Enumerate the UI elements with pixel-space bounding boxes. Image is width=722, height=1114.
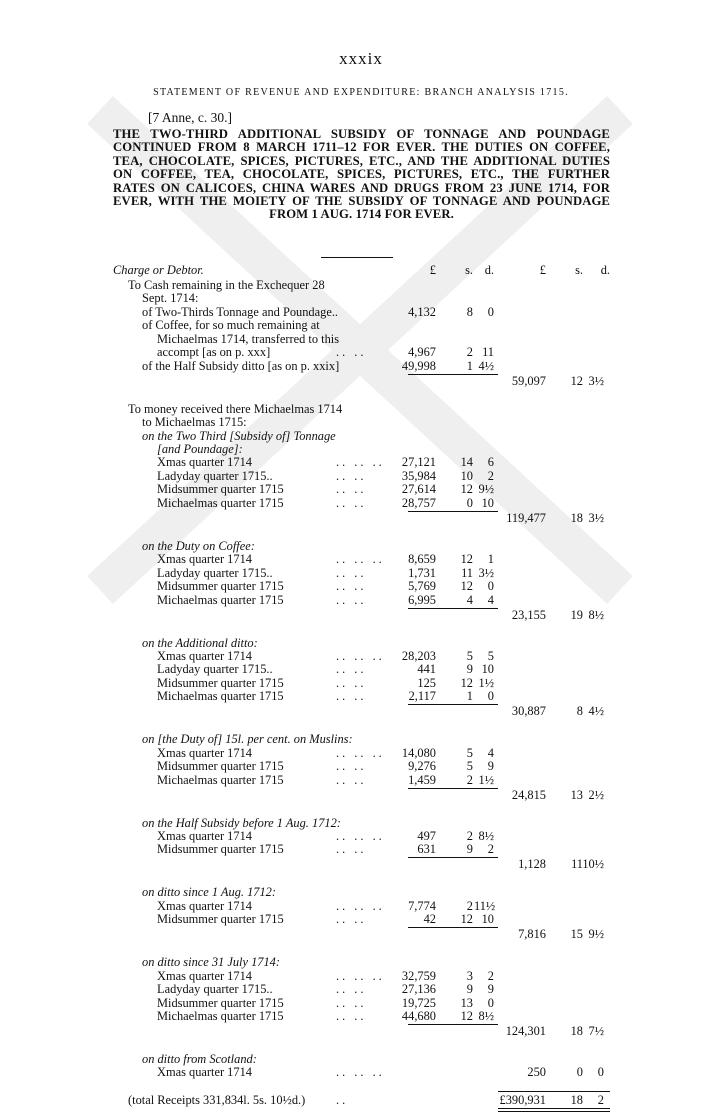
row-label: Xmas quarter 1714 [157, 1065, 252, 1079]
amount-shillings: 8 [466, 305, 473, 319]
total-shillings: 8 [576, 704, 583, 718]
amount-shillings: 12 [460, 676, 473, 690]
amount-pence: 0 [487, 579, 494, 593]
row-label: Ladyday quarter 1715.. [157, 566, 273, 580]
amount-pence: 4 [487, 593, 494, 607]
amount-pounds: 27,121 [401, 455, 436, 469]
amount-pounds: 28,203 [401, 649, 436, 663]
leader-dots: .. .. [336, 982, 367, 996]
amount-shillings: 1 [466, 689, 473, 703]
amount-pence: 9½ [478, 482, 494, 496]
amount-pence: 4½ [478, 359, 494, 373]
row-label: accompt [as on p. xxx] [157, 345, 271, 359]
row-label: Xmas quarter 1714 [157, 746, 252, 760]
amount-pounds: 1,459 [408, 773, 436, 787]
grand-total-rule-top [498, 1091, 610, 1092]
amount-shillings: 1 [466, 359, 473, 373]
amount-pounds: 631 [417, 842, 436, 856]
statute-reference: [7 Anne, c. 30.] [148, 110, 232, 125]
row-label: Ladyday quarter 1715.. [157, 662, 273, 676]
leader-dots: .. .. .. [336, 552, 385, 566]
col-head-pound-b: £ [539, 263, 546, 277]
leader-dots: .. .. [336, 773, 367, 787]
leader-dots: .. .. [336, 1009, 367, 1023]
amount-pounds: 14,080 [401, 746, 436, 760]
leader-dots: .. .. [336, 996, 367, 1010]
row-label: Ladyday quarter 1715.. [157, 469, 273, 483]
row-label: on ditto since 31 July 1714: [142, 955, 280, 969]
leader-dots: .. .. .. [336, 455, 385, 469]
total-pence: 3½ [588, 374, 604, 388]
col-head-shilling-a: s. [465, 263, 473, 277]
row-label: on the Duty on Coffee: [142, 539, 255, 553]
row-label: Xmas quarter 1714 [157, 455, 252, 469]
total-pounds: 1,128 [518, 857, 546, 871]
leader-dots: .. .. [336, 496, 367, 510]
row-label: on ditto from Scotland: [142, 1052, 257, 1066]
leader-dots: .. .. [336, 566, 367, 580]
leader-dots: .. .. .. [336, 746, 385, 760]
total-shillings: 18 [570, 511, 583, 525]
amount-pence: 2 [487, 842, 494, 856]
grand-total-rule-bottom-1 [498, 1108, 610, 1109]
amount-shillings: 12 [460, 552, 473, 566]
amount-shillings: 2 [466, 899, 473, 913]
amount-shillings: 2 [466, 829, 473, 843]
total-pence: 10½ [582, 857, 604, 871]
row-label: on [the Duty of] 15l. per cent. on Muslins: [142, 732, 353, 746]
total-shillings: 13 [570, 788, 583, 802]
row-label: Sept. 1714: [142, 291, 199, 305]
amount-shillings: 9 [466, 662, 473, 676]
row-label: Xmas quarter 1714 [157, 969, 252, 983]
total-pounds: 59,097 [511, 374, 546, 388]
row-label: To money received there Michaelmas 1714 [128, 402, 343, 416]
total-pence: 2½ [588, 788, 604, 802]
amount-pence: 3½ [478, 566, 494, 580]
amount-pounds: 44,680 [401, 1009, 436, 1023]
amount-pounds: 8,659 [408, 552, 436, 566]
leader-dots: .. .. .. [336, 899, 385, 913]
leader-dots: .. .. .. [336, 969, 385, 983]
total-pounds: 119,477 [506, 511, 546, 525]
amount-shillings: 12 [460, 579, 473, 593]
total-shillings: 12 [570, 374, 583, 388]
total-pounds: £390,931 [499, 1093, 546, 1107]
total-pounds: 250 [527, 1065, 546, 1079]
row-label: (total Receipts 331,834l. 5s. 10½d.) [128, 1093, 306, 1107]
total-shillings: 15 [570, 927, 583, 941]
row-label: Xmas quarter 1714 [157, 899, 252, 913]
row-label: Michaelmas quarter 1715 [157, 1009, 284, 1023]
leader-dots: .. .. [336, 482, 367, 496]
col-head-shilling-b: s. [575, 263, 583, 277]
amount-pence: 1½ [478, 773, 494, 787]
amount-pounds: 125 [417, 676, 436, 690]
total-pence: 8½ [588, 608, 604, 622]
total-shillings: 0 [576, 1065, 583, 1079]
amount-pounds: 4,967 [408, 345, 436, 359]
amount-pounds: 4,132 [408, 305, 436, 319]
amount-pence: 1½ [478, 676, 494, 690]
row-label: To Cash remaining in the Exchequer 28 [128, 278, 325, 292]
leader-dots: .. .. [336, 345, 367, 359]
amount-shillings: 10 [460, 469, 473, 483]
row-label: of Coffee, for so much remaining at [142, 318, 320, 332]
row-label: Ladyday quarter 1715.. [157, 982, 273, 996]
amount-shillings: 12 [460, 912, 473, 926]
row-label: on ditto since 1 Aug. 1712: [142, 885, 276, 899]
leader-dots: .. .. .. [336, 649, 385, 663]
amount-shillings: 14 [460, 455, 473, 469]
amount-shillings: 5 [466, 649, 473, 663]
row-label: Xmas quarter 1714 [157, 829, 252, 843]
row-label: to Michaelmas 1715: [142, 415, 247, 429]
leader-dots: .. .. [336, 579, 367, 593]
amount-shillings: 5 [466, 746, 473, 760]
row-label: on the Two Third [Subsidy of] Tonnage [142, 429, 336, 443]
total-shillings: 18 [570, 1024, 583, 1038]
leader-dots: .. [336, 1093, 349, 1107]
row-label: on the Additional ditto: [142, 636, 258, 650]
amount-shillings: 12 [460, 1009, 473, 1023]
row-label: Michaelmas 1714, transferred to this [157, 332, 340, 346]
amount-pence: 10 [481, 496, 494, 510]
leader-dots: .. .. [336, 662, 367, 676]
row-label: Xmas quarter 1714 [157, 649, 252, 663]
col-head-pound-a: £ [429, 263, 436, 277]
total-pounds: 23,155 [511, 608, 546, 622]
amount-pence: 6 [487, 455, 494, 469]
amount-pence: 9 [487, 759, 494, 773]
amount-pence: 2 [487, 969, 494, 983]
leader-dots: .. .. [336, 842, 367, 856]
amount-pounds: 441 [417, 662, 436, 676]
row-label: Midsummer quarter 1715 [157, 996, 284, 1010]
total-pounds: 24,815 [511, 788, 546, 802]
amount-pounds: 1,731 [408, 566, 436, 580]
amount-pounds: 2,117 [408, 689, 436, 703]
col-head-pence-b: d. [600, 263, 610, 277]
amount-pounds: 32,759 [401, 969, 436, 983]
amount-pence: 11 [482, 345, 494, 359]
leader-dots: .. .. [336, 689, 367, 703]
amount-pounds: 6,995 [408, 593, 436, 607]
amount-shillings: 2 [466, 773, 473, 787]
row-label: Michaelmas quarter 1715 [157, 593, 284, 607]
total-pence: 3½ [588, 511, 604, 525]
total-pence: 9½ [588, 927, 604, 941]
total-pence: 7½ [588, 1024, 604, 1038]
row-label: Midsummer quarter 1715 [157, 759, 284, 773]
amount-shillings: 5 [466, 759, 473, 773]
amount-pence: 10 [481, 912, 494, 926]
amount-pence: 8½ [478, 1009, 494, 1023]
leader-dots: .. .. .. [336, 829, 385, 843]
leader-dots: .. .. [336, 912, 367, 926]
amount-shillings: 2 [466, 345, 473, 359]
amount-pence: 0 [487, 996, 494, 1010]
total-pounds: 7,816 [518, 927, 546, 941]
amount-shillings: 11 [461, 566, 473, 580]
amount-shillings: 3 [466, 969, 473, 983]
amount-pence: 8½ [478, 829, 494, 843]
col-head-pence-a: d. [484, 263, 494, 277]
row-label: Midsummer quarter 1715 [157, 482, 284, 496]
charge-label: Charge or Debtor. [113, 263, 204, 277]
amount-pounds: 9,276 [408, 759, 436, 773]
total-shillings: 19 [570, 608, 583, 622]
leader-dots: .. .. [336, 676, 367, 690]
total-shillings: 11 [571, 857, 583, 871]
running-head: STATEMENT OF REVENUE AND EXPENDITURE: BRANCH ANALYSIS 1715. [153, 87, 569, 98]
amount-shillings: 9 [466, 982, 473, 996]
amount-shillings: 9 [466, 842, 473, 856]
grand-total-rule-bottom-2 [498, 1111, 610, 1112]
row-label: Xmas quarter 1714 [157, 552, 252, 566]
amount-pence: 10 [481, 662, 494, 676]
amount-pounds: 5,769 [408, 579, 436, 593]
amount-pence: 0 [487, 689, 494, 703]
total-pence: 4½ [588, 704, 604, 718]
amount-pounds: 49,998 [401, 359, 436, 373]
amount-pounds: 28,757 [401, 496, 436, 510]
amount-pence: 9 [487, 982, 494, 996]
amount-pence: 5 [487, 649, 494, 663]
leader-dots: .. .. [336, 759, 367, 773]
total-pence: 0 [597, 1065, 604, 1079]
amount-pounds: 497 [417, 829, 436, 843]
row-label: Midsummer quarter 1715 [157, 842, 284, 856]
row-label: Midsummer quarter 1715 [157, 912, 284, 926]
total-shillings: 18 [570, 1093, 583, 1107]
row-label: Midsummer quarter 1715 [157, 676, 284, 690]
amount-pounds: 7,774 [408, 899, 436, 913]
page-number: xxxix [339, 49, 383, 68]
total-pounds: 30,887 [511, 704, 546, 718]
amount-pounds: 19,725 [401, 996, 436, 1010]
row-label: Michaelmas quarter 1715 [157, 496, 284, 510]
total-pence: 2 [597, 1093, 604, 1107]
row-label: Michaelmas quarter 1715 [157, 689, 284, 703]
leader-dots: .. .. .. [336, 1065, 385, 1079]
row-label: on the Half Subsidy before 1 Aug. 1712: [142, 816, 341, 830]
amount-shillings: 13 [460, 996, 473, 1010]
leader-dots: .. .. [336, 593, 367, 607]
amount-pence: 4 [487, 746, 494, 760]
amount-pence: 11½ [474, 899, 496, 913]
total-pounds: 124,301 [505, 1024, 546, 1038]
amount-pence: 1 [487, 552, 494, 566]
amount-pounds: 42 [423, 912, 436, 926]
leader-dots: .. .. [336, 469, 367, 483]
amount-pence: 0 [487, 305, 494, 319]
amount-pounds: 35,984 [401, 469, 436, 483]
amount-pounds: 27,136 [401, 982, 436, 996]
amount-shillings: 12 [460, 482, 473, 496]
amount-pence: 2 [487, 469, 494, 483]
row-label: [and Poundage]: [157, 442, 243, 456]
row-label: Michaelmas quarter 1715 [157, 773, 284, 787]
row-label: of Two-Thirds Tonnage and Poundage.. [142, 305, 339, 319]
amount-shillings: 4 [466, 593, 473, 607]
row-label: of the Half Subsidy ditto [as on p. xxix] [142, 359, 340, 373]
row-label: Midsummer quarter 1715 [157, 579, 284, 593]
section-heading: THE TWO-THIRD ADDITIONAL SUBSIDY OF TONNAGE AND POUNDAGE CONTINUED FROM 8 MARCH 1711–12 FOR EVER. THE DUTIES ON COFFEE, TEA, CHOCOLATE, SPICES, PICTURES, ETC., AND THE ADDITIONAL DUTIES ON COFFEE, TEA, CHOCOLATE, SPICES, PICTURES, ETC., THE FURTHER RATES ON CALICOES, CHINA WARES AND DRUGS FROM 23 JUNE 1714, FOR EVER, WITH THE MOIETY OF THE SUBSIDY OF TONNAGE AND POUNDAGE FROM 1 AUG. 1714 FOR EVER. [113, 127, 610, 222]
amount-shillings: 0 [466, 496, 473, 510]
amount-pounds: 27,614 [401, 482, 436, 496]
